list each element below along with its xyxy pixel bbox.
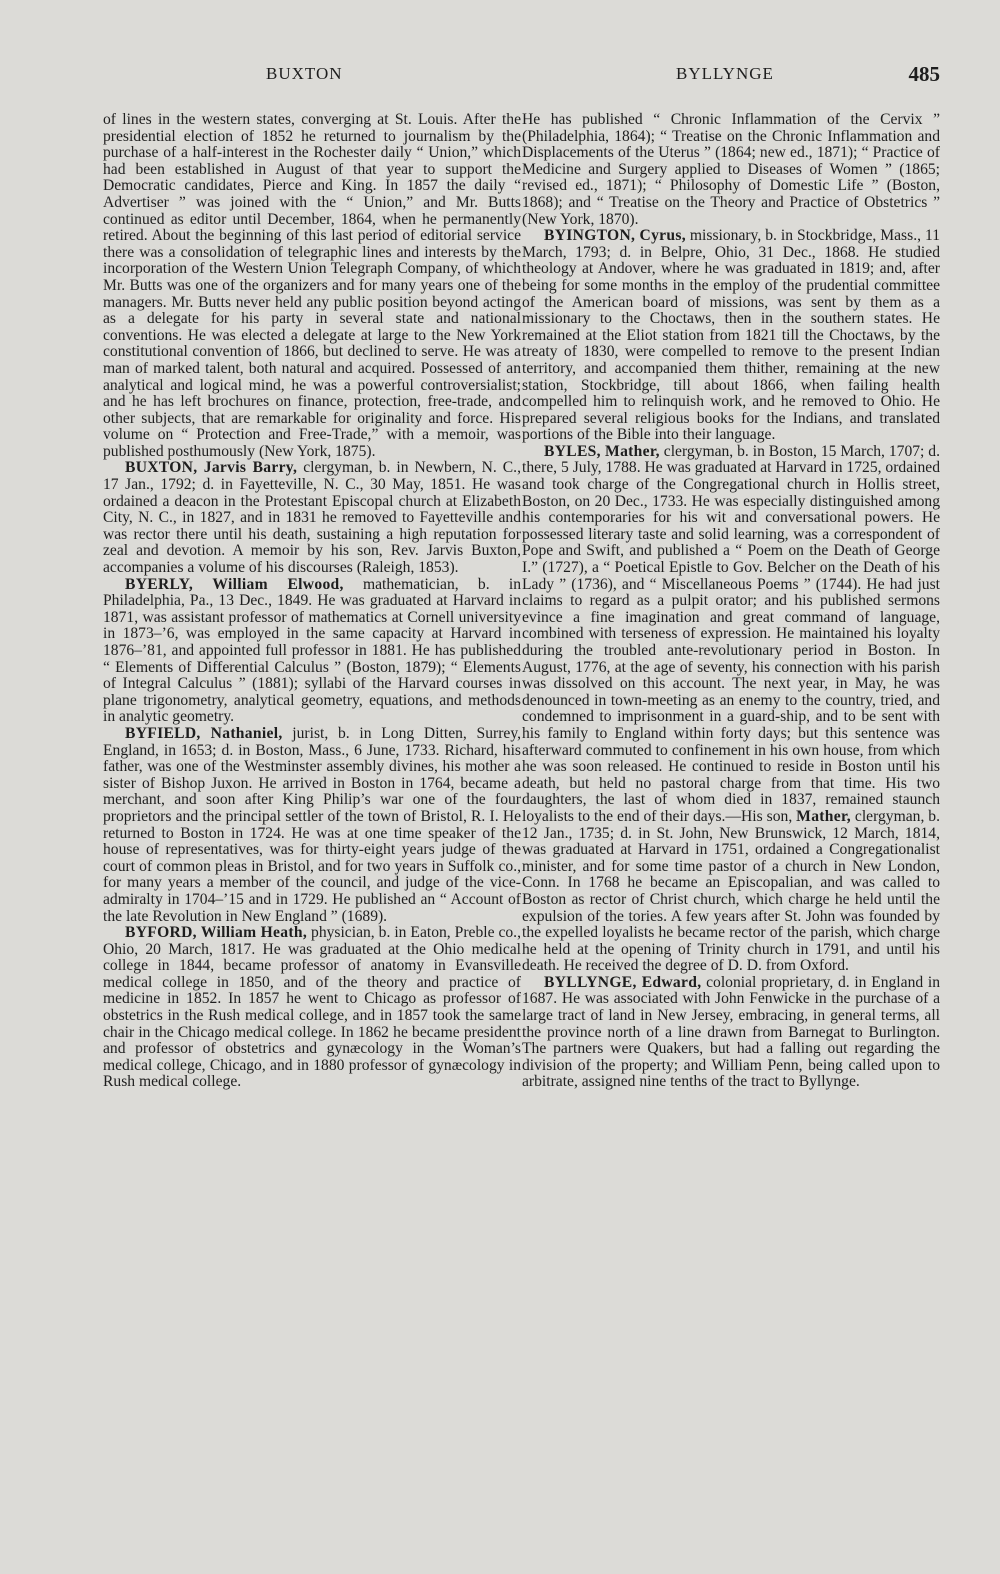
header-last-entry: BYLLYNGE — [676, 64, 774, 83]
right-column — [522, 112, 940, 1091]
entry-text: clergyman, b. in Boston, 15 March, 1707; d. there, 5 July, 1788. He was graduated at Harvard in 1725, ordained and took charge of the Congregational church in Hollis street, Boston, on 20 Dec., 1733. He was especially distinguished among his contemporaries for his wit and conversational powers. He possessed literary taste and solid learning, was a correspondent of Pope and Swift, and published a “ Poem on the Death of George I.” (1727), a “ Poetical Epistle to Gov. Belcher on the Death of his Lady ” (1736), and “ Miscellaneous Poems ” (1744). He had just claims to regard as a pulpit orator; and his published sermons evince a fine imagination and great command of language, combined with terseness of expression. He maintained his loyalty during the troubled ante-revolutionary period in Boston. In August, 1776, at the age of seventy, his connection with his parish was dissolved on this account. The next year, in May, he was denounced in town-meeting as an enemy to the country, tried, and condemned to imprisonment in a guard-ship, and to be sent with his family to England within forty days; but this sentence was afterward commuted to confinement in his own house, from which he was soon released. He continued to reside in Boston until his death, but held no pastoral charge from that time. His two daughters, the last of whom died in 1837, remained staunch loyalists to the end of their days.—His son, — [522, 442, 941, 825]
entry-byfield — [103, 726, 521, 925]
entry-name: BYLLYNGE, Edward, — [544, 973, 702, 991]
continued-paragraph: of lines in the western states, converging at St. Louis. After the presidential election of 1852 he returned to journalism by the purchase of a half-interest in the Rochester daily “ Union,” which had been established in August of that year to support the Democratic candidates, Pierce and King. In 1857 the daily “ Advertiser ” was joined with the “ Union,” and Mr. Butts continued as editor until December, 1864, when he permanently retired. About the beginning of this last period of editorial service there was a consolidation of telegraphic lines and interests by the incorporation of the Western Union Telegraph Company, of which Mr. Butts was one of the organizers and for many years one of the managers. Mr. Butts never held any public position beyond acting as a delegate for his party in several state and national conventions. He was elected a delegate at large to the New York constitutional convention of 1866, but declined to serve. He was a man of marked talent, both natural and acquired. Possessed of an analytical and logical mind, he was a powerful controversialist; and he has left brochures on finance, protection, free-trade, and other subjects, that are remarkable for originality and force. His volume on “ Protection and Free-Trade,” with a memoir, was published posthumously (New York, 1875). — [103, 111, 521, 460]
entry-name: BYLES, Mather, — [544, 442, 660, 460]
sub-entry-name: Mather, — [796, 807, 851, 825]
entry-name: BYINGTON, Cyrus, — [544, 227, 686, 245]
entry-byles — [522, 444, 940, 975]
entry-text: physician, b. in Eaton, Preble co., Ohio, 20 March, 1817. He was graduated at the Ohio medical college in 1844, became professor of anatomy in Evansville medical college in 1850, and of the theory and practice of medicine in 1852. In 1857 he went to Chicago as professor of obstetrics in the Rush medical college, and in 1857 took the same chair in the Chicago medical college. In 1862 he became president and professor of obstetrics and gynæcology in the Woman’s medical college, Chicago, and in 1880 professor of gynæcology in Rush medical college. — [103, 924, 521, 1091]
page-number: 485 — [908, 62, 940, 86]
entry-text: colonial proprietary, d. in England in 1687. He was associated with John Fenwicke in the purchase of a large tract of land in New Jersey, embracing, in general terms, all the province north of a line drawn from Barnegat to Burlington. The partners were Quakers, but had a falling out regarding the division of the property; and William Penn, being called upon to arbitrate, assigned nine tenths of the tract to Byllynge. — [522, 973, 940, 1091]
entry-text: clergyman, b. in Newbern, N. C., 17 Jan., 1792; d. in Fayetteville, N. C., 30 May, 1851. He was ordained a deacon in the Protestant Episcopal church at Elizabeth City, N. C., in 1827, and in 1831 he removed to Fayetteville and was rector there until his death, sustaining a high reputation for zeal and devotion. A memoir by his son, Rev. Jarvis Buxton, accompanies a volume of his discourses (Raleigh, 1853). — [103, 459, 521, 577]
entry-byford — [103, 925, 521, 1091]
continued-paragraph: He has published “ Chronic Inflammation of the Cervix ” (Philadelphia, 1864); “ Treatise on the Chronic Inflammation and Displacements of the Uterus ” (1864; new ed., 1871); “ Practice of Medicine and Surgery applied to Diseases of Women ” (1865; revised ed., 1871); “ Philosophy of Domestic Life ” (Boston, 1868); and “ Treatise on the Theory and Practice of Obstetrics ” (New York, 1870). — [522, 111, 940, 228]
entry-byllynge — [522, 975, 940, 1091]
entry-text: mathematician, b. in Philadelphia, Pa., 13 Dec., 1849. He was graduated at Harvard in 1871, was assistant professor of mathematics at Cornell university in 1873–’6, was employed in the same capacity at Harvard in 1876–’81, and appointed full professor in 1881. He has published “ Elements of Differential Calculus ” (Boston, 1879); “ Elements of Integral Calculus ” (1881); syllabi of the Harvard courses in plane trigonometry, analytical geometry, equations, and methods in analytic geometry. — [103, 575, 521, 726]
entry-buxton — [103, 460, 521, 576]
running-header — [100, 64, 940, 94]
entry-byington — [522, 228, 940, 444]
entry-name: BYERLY, William Elwood, — [125, 575, 344, 593]
header-first-entry: BUXTON — [266, 64, 343, 83]
sub-entry-text: clergyman, b. 12 Jan., 1735; d. in St. John, New Brunswick, 12 March, 1814, was graduated at Harvard in 1751, ordained a Congregationalist minister, and for some time pastor of a church in New London, Conn. In 1768 he became an Episcopalian, and was called to Boston as rector of Christ church, which charge he held until the expulsion of the tories. A few years after St. John was founded by the expelled loyalists he became rector of the parish, which charge he held at the opening of Trinity church in 1791, and until his death. He received the degree of D. D. from Oxford. — [522, 807, 940, 975]
left-column — [103, 112, 521, 1091]
entry-text: jurist, b. in Long Ditten, Surrey, England, in 1653; d. in Boston, Mass., 6 June, 1733. Richard, his father, was one of the Westminster assembly divines, his mother a sister of Bishop Juxon. He arrived in Boston in 1764, became a merchant, and soon after King Philip’s war one of the four proprietors and the principal settler of the town of Bristol, R. I. He returned to Boston in 1724. He was at one time speaker of the house of representatives, was for thirty-eight years judge of the court of common pleas in Bristol, and for two years in Suffolk co., for many years a member of the council, and judge of the vice-admiralty in 1704–’15 and in 1729. He published an “ Account of the late Revolution in New England ” (1689). — [103, 724, 522, 925]
entry-name: BYFIELD, Nathaniel, — [125, 724, 283, 742]
entry-byerly — [103, 577, 521, 726]
entry-name: BYFORD, William Heath, — [125, 924, 308, 942]
entry-name: BUXTON, Jarvis Barry, — [125, 459, 298, 477]
entry-text: missionary, b. in Stockbridge, Mass., 11 March, 1793; d. in Belpre, Ohio, 31 Dec., 1868. He studied theology at Andover, where he was graduated in 1819; and, after being for some months in the employ of the prudential committee of the American board of missions, was sent by them as a missionary to the Choctaws, then in the southern states. He remained at the Eliot station from 1821 till the Choctaws, by the treaty of 1830, were compelled to remove to the present Indian territory, and accompanied them thither, remaining at the new station, Stockbridge, till about 1866, when failing health compelled him to relinquish work, and he removed to Ohio. He prepared several religious books for the Indians, and translated portions of the Bible into their language. — [522, 227, 940, 444]
